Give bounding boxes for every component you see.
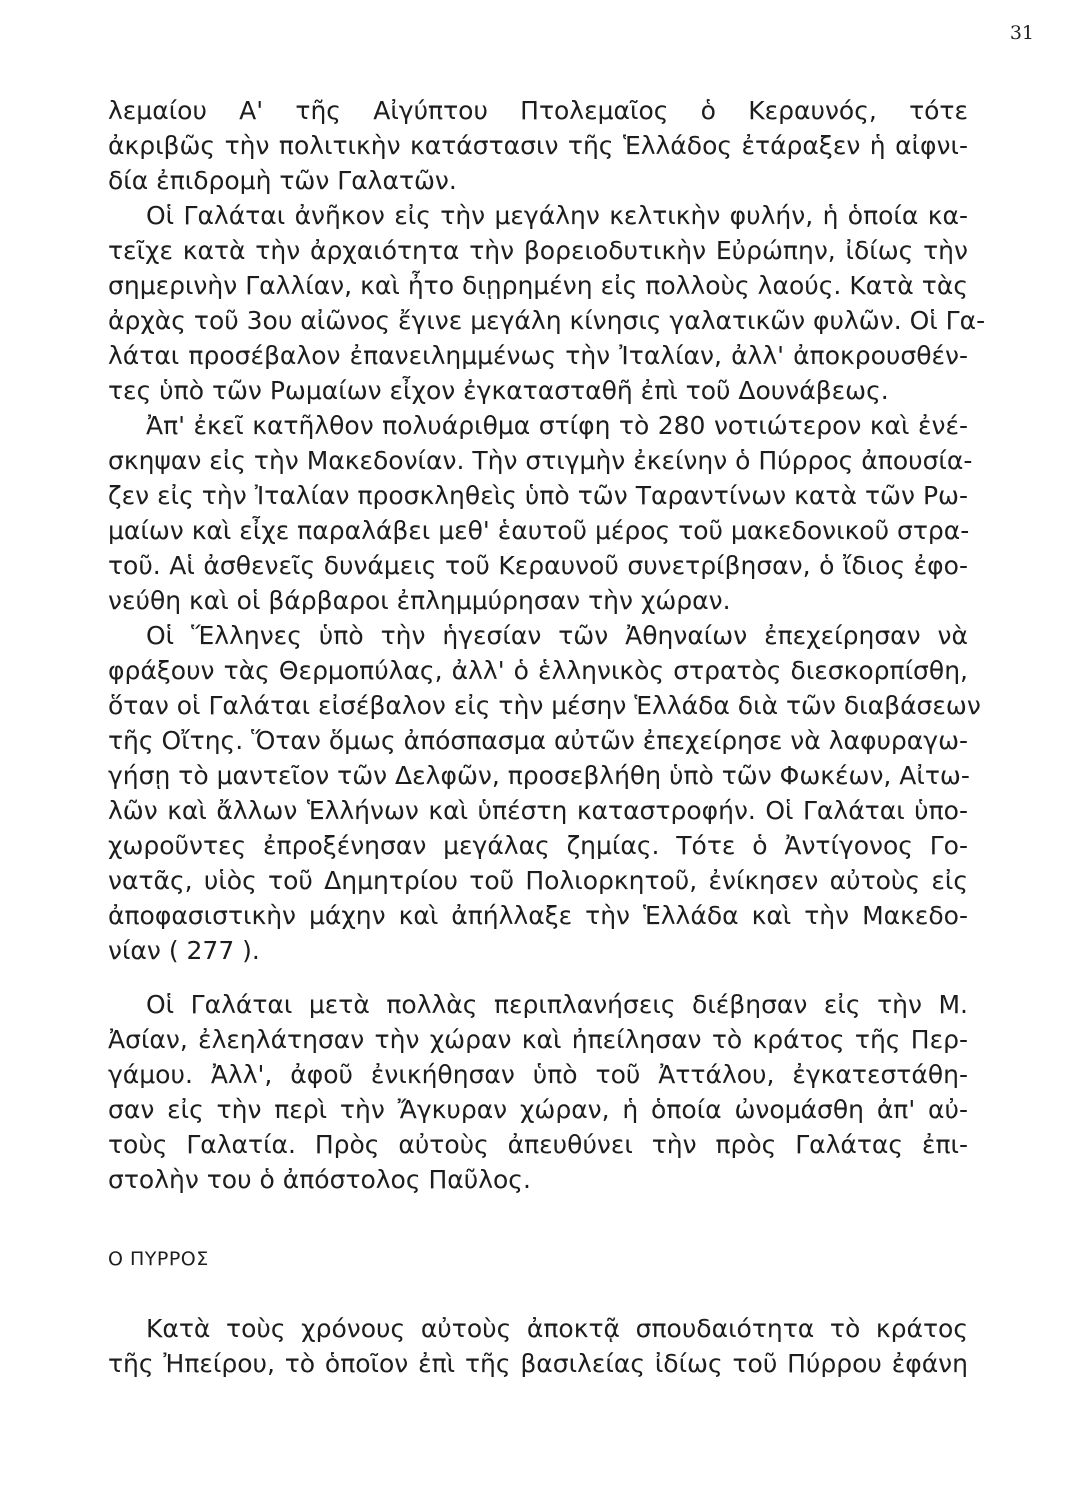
text-line: Ἀσίαν, ἐλεηλάτησαν τὴν χώραν καὶ ἠπείλησαν τὸ κράτος τῆς Περ- [108,1025,968,1054]
text-line: ζεν εἰς τὴν Ἰταλίαν προσκληθεὶς ὑπὸ τῶν Ταραντίνων κατὰ τῶν Ρω- [108,481,968,510]
text-line: ὅταν οἱ Γαλάται εἰσέβαλον εἰς τὴν μέσην Ἑλλάδα διὰ τῶν διαβάσεων [108,691,981,720]
page-number: 31 [1009,22,1034,44]
text-line: νεύθη καὶ οἱ βάρβαροι ἐπλημμύρησαν τὴν χώραν. [108,586,731,615]
text-line: τῆς Οἴτης. Ὅταν ὅμως ἀπόσπασμα αὐτῶν ἐπεχείρησε νὰ λαφυραγω- [108,726,969,755]
text-line: τοὺς Γαλατία. Πρὸς αὐτοὺς ἀπευθύνει τὴν πρὸς Γαλάτας ἐπι- [108,1130,968,1159]
text-line: δία ἐπιδρομὴ τῶν Γαλατῶν. [108,166,457,195]
text-line: τες ὑπὸ τῶν Ρωμαίων εἶχον ἐγκατασταθῆ ἐπὶ τοῦ Δουνάβεως. [108,376,889,405]
text-line: τῆς Ἠπείρου, τὸ ὁποῖον ἐπὶ τῆς βασιλείας ἰδίως τοῦ Πύρρου ἐφάνη [108,1349,968,1378]
text-line: ἀκριβῶς τὴν πολιτικὴν κατάστασιν τῆς Ἑλλάδος ἐτάραξεν ἡ αἰφνι- [108,131,968,160]
text-line: χωροῦντες ἐπροξένησαν μεγάλας ζημίας. Τότε ὁ Ἀντίγονος Γο- [108,831,968,860]
text-line: νίαν ( 277 ). [108,936,260,965]
text-line: σημερινὴν Γαλλίαν, καὶ ἦτο διῃρημένη εἰς πολλοὺς λαούς. Κατὰ τὰς [108,271,968,300]
text-line: Κατὰ τοὺς χρόνους αὐτοὺς ἀποκτᾷ σπουδαιότητα τὸ κράτος [146,1314,968,1343]
text-line: Οἱ Ἕλληνες ὑπὸ τὴν ἡγεσίαν τῶν Ἀθηναίων ἐπεχείρησαν νὰ [146,621,968,650]
text-line: ἀρχὰς τοῦ 3ου αἰῶνος ἔγινε μεγάλη κίνησις γαλατικῶν φυλῶν. Οἱ Γα- [108,306,986,335]
text-line: Οἱ Γαλάται ἀνῆκον εἰς τὴν μεγάλην κελτικὴν φυλήν, ἡ ὁποία κα- [146,201,968,230]
text-line: λεμαίου Α' τῆς Αἰγύπτου Πτολεμαῖος ὁ Κεραυνός, τότε [108,96,968,125]
text-line: Ἀπ' ἐκεῖ κατῆλθον πολυάριθμα στίφη τὸ 280 νοτιώτερον καὶ ἐνέ- [146,411,968,440]
text-line: γήσῃ τὸ μαντεῖον τῶν Δελφῶν, προσεβλήθη ὑπὸ τῶν Φωκέων, Αἰτω- [108,761,970,790]
text-line: σαν εἰς τὴν περὶ τὴν Ἄγκυραν χώραν, ἡ ὁποία ὠνομάσθη ἀπ' αὐ- [108,1095,968,1124]
text-line: σκηψαν εἰς τὴν Μακεδονίαν. Τὴν στιγμὴν ἐκείνην ὁ Πύρρος ἀπουσία- [108,446,973,475]
text-line: μαίων καὶ εἶχε παραλάβει μεθ' ἑαυτοῦ μέρος τοῦ μακεδονικοῦ στρα- [108,516,970,545]
text-line: λῶν καὶ ἄλλων Ἑλλήνων καὶ ὑπέστη καταστροφήν. Οἱ Γαλάται ὑπο- [108,796,968,825]
text-line: ἀποφασιστικὴν μάχην καὶ ἀπήλλαξε τὴν Ἑλλάδα καὶ τὴν Μακεδο- [108,901,968,930]
text-line: φράξουν τὰς Θερμοπύλας, ἀλλ' ὁ ἑλληνικὸς στρατὸς διεσκορπίσθη, [108,656,968,685]
section-heading: Ο ΠΥΡΡΟΣ [108,1248,209,1270]
text-line: Οἱ Γαλάται μετὰ πολλὰς περιπλανήσεις διέβησαν εἰς τὴν Μ. [146,990,968,1019]
text-line: στολὴν του ὁ ἀπόστολος Παῦλος. [108,1165,531,1194]
text-line: τοῦ. Αἱ ἀσθενεῖς δυνάμεις τοῦ Κεραυνοῦ συνετρίβησαν, ὁ ἴδιος ἐφο- [108,551,968,580]
text-line: νατᾶς, υἱὸς τοῦ Δημητρίου τοῦ Πολιορκητοῦ, ἐνίκησεν αὐτοὺς εἰς [108,866,968,895]
text-line: λάται προσέβαλον ἐπανειλημμένως τὴν Ἰταλίαν, ἀλλ' ἀποκρουσθέν- [108,341,968,370]
text-line: γάμου. Ἀλλ', ἀφοῦ ἐνικήθησαν ὑπὸ τοῦ Ἀττάλου, ἐγκατεστάθη- [108,1060,968,1089]
text-line: τεῖχε κατὰ τὴν ἀρχαιότητα τὴν βορειοδυτικὴν Εὐρώπην, ἰδίως τὴν [108,236,968,265]
